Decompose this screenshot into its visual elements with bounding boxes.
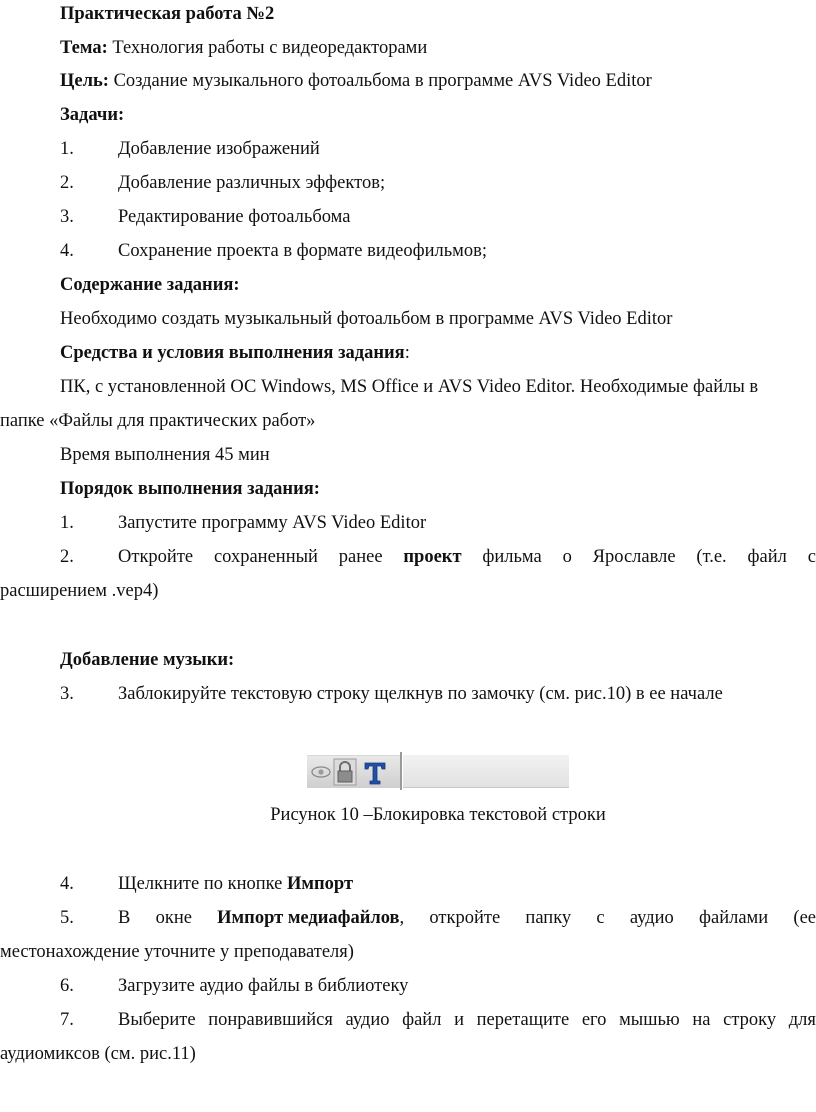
task-number: 2. xyxy=(60,173,74,193)
step-text xyxy=(118,872,353,896)
step-text: Заблокируйте текстовую строку щелкнув по замочку (см. рис.10) в ее начале xyxy=(118,684,723,704)
goal-label: Цель: xyxy=(60,71,109,91)
word: файл xyxy=(402,1010,442,1030)
music-label: Добавление музыки: xyxy=(60,650,235,670)
word: его xyxy=(581,1010,607,1030)
eye-icon xyxy=(311,765,331,779)
goal-line xyxy=(60,69,816,93)
step-5-line2: местонахождение уточните у преподавателя) xyxy=(0,942,354,962)
step-7-line2: аудиомиксов (см. рис.11) xyxy=(0,1044,196,1064)
word: (ее xyxy=(793,908,816,928)
figure-caption: Рисунок 10 –Блокировка текстовой строки xyxy=(270,805,606,825)
procedure-label: Порядок выполнения задания: xyxy=(60,479,320,499)
word: сохраненный xyxy=(213,547,318,567)
word: файл xyxy=(747,547,787,567)
word: Откройте xyxy=(118,547,194,567)
topic-label: Тема: xyxy=(60,38,108,58)
step-text: Запустите программу AVS Video Editor xyxy=(118,513,427,533)
word: откройте xyxy=(429,908,501,928)
word: перетащите xyxy=(476,1010,570,1030)
word: В xyxy=(118,908,131,928)
word: понравившийся xyxy=(208,1010,333,1030)
import-bold: Импорт xyxy=(287,874,354,894)
step-7-justified xyxy=(118,1008,816,1032)
word: Ярославле xyxy=(592,547,676,567)
task-text: Сохранение проекта в формате видеофильмов; xyxy=(118,241,488,261)
task-number: 1. xyxy=(60,139,74,159)
step-number: 2. xyxy=(60,547,74,567)
step-5-justified xyxy=(118,906,816,930)
page-title: Практическая работа №2 xyxy=(60,4,275,24)
duration-text: Время выполнения 45 мин xyxy=(60,445,270,465)
task-text: Редактирование фотоальбома xyxy=(118,207,351,227)
step-text-plain: Щелкните по кнопке xyxy=(118,874,287,894)
toolbar-icon-area xyxy=(307,755,400,788)
content-text: Необходимо создать музыкальный фотоальбом в программе AVS Video Editor xyxy=(60,309,673,329)
figure-toolbar-image xyxy=(307,752,569,790)
word: (т.е. xyxy=(696,547,727,567)
word: и xyxy=(454,1010,464,1030)
step-text: Загрузите аудио файлы в библиотеку xyxy=(118,976,409,996)
means-colon: : xyxy=(404,343,410,363)
word: фильма xyxy=(482,547,542,567)
means-text-line2: папке «Файлы для практических работ» xyxy=(0,411,316,431)
step-number: 6. xyxy=(60,976,74,996)
comma: , xyxy=(399,908,405,928)
step-number: 5. xyxy=(60,908,74,928)
task-text: Добавление изображений xyxy=(118,139,320,159)
step-number: 3. xyxy=(60,684,74,704)
step-number: 1. xyxy=(60,513,74,533)
word: с xyxy=(596,908,605,928)
topic-text: Технология работы с видеоредакторами xyxy=(112,38,428,58)
bold-word: проект xyxy=(403,547,462,567)
word: о xyxy=(562,547,572,567)
tasks-label: Задачи: xyxy=(60,105,125,125)
text-track-area xyxy=(403,755,569,788)
task-text: Добавление различных эффектов; xyxy=(118,173,386,193)
word: аудио xyxy=(629,908,674,928)
word: для xyxy=(788,1010,816,1030)
text-t-icon xyxy=(362,760,388,786)
word: папку xyxy=(525,908,572,928)
word: на xyxy=(692,1010,711,1030)
goal-text: Создание музыкального фотоальбома в программе AVS Video Editor xyxy=(113,71,652,91)
toolbar-separator xyxy=(400,752,402,790)
topic-line xyxy=(60,36,816,60)
step-number: 7. xyxy=(60,1010,74,1030)
means-line xyxy=(60,341,816,365)
task-number: 3. xyxy=(60,207,74,227)
word: окне xyxy=(155,908,192,928)
word: аудио xyxy=(345,1010,390,1030)
step-2-line2: расширением .vep4) xyxy=(0,581,159,601)
word: файлами xyxy=(699,908,769,928)
word: строку xyxy=(723,1010,777,1030)
step-2-justified xyxy=(118,545,816,569)
word: ранее xyxy=(338,547,383,567)
means-text-line1: ПК, с установленной ОС Windows, MS Office и AVS Video Editor. Необходимые файлы в xyxy=(60,377,759,397)
bold-phrase xyxy=(217,906,404,930)
word: мышью xyxy=(619,1010,680,1030)
step-number: 4. xyxy=(60,874,74,894)
means-label: Средства и условия выполнения задания xyxy=(60,343,405,363)
word: с xyxy=(807,547,816,567)
task-number: 4. xyxy=(60,241,74,261)
lock-icon xyxy=(332,758,358,786)
content-label: Содержание задания: xyxy=(60,275,240,295)
word: Выберите xyxy=(118,1010,196,1030)
bold-text: Импорт медиафайлов xyxy=(217,908,400,928)
